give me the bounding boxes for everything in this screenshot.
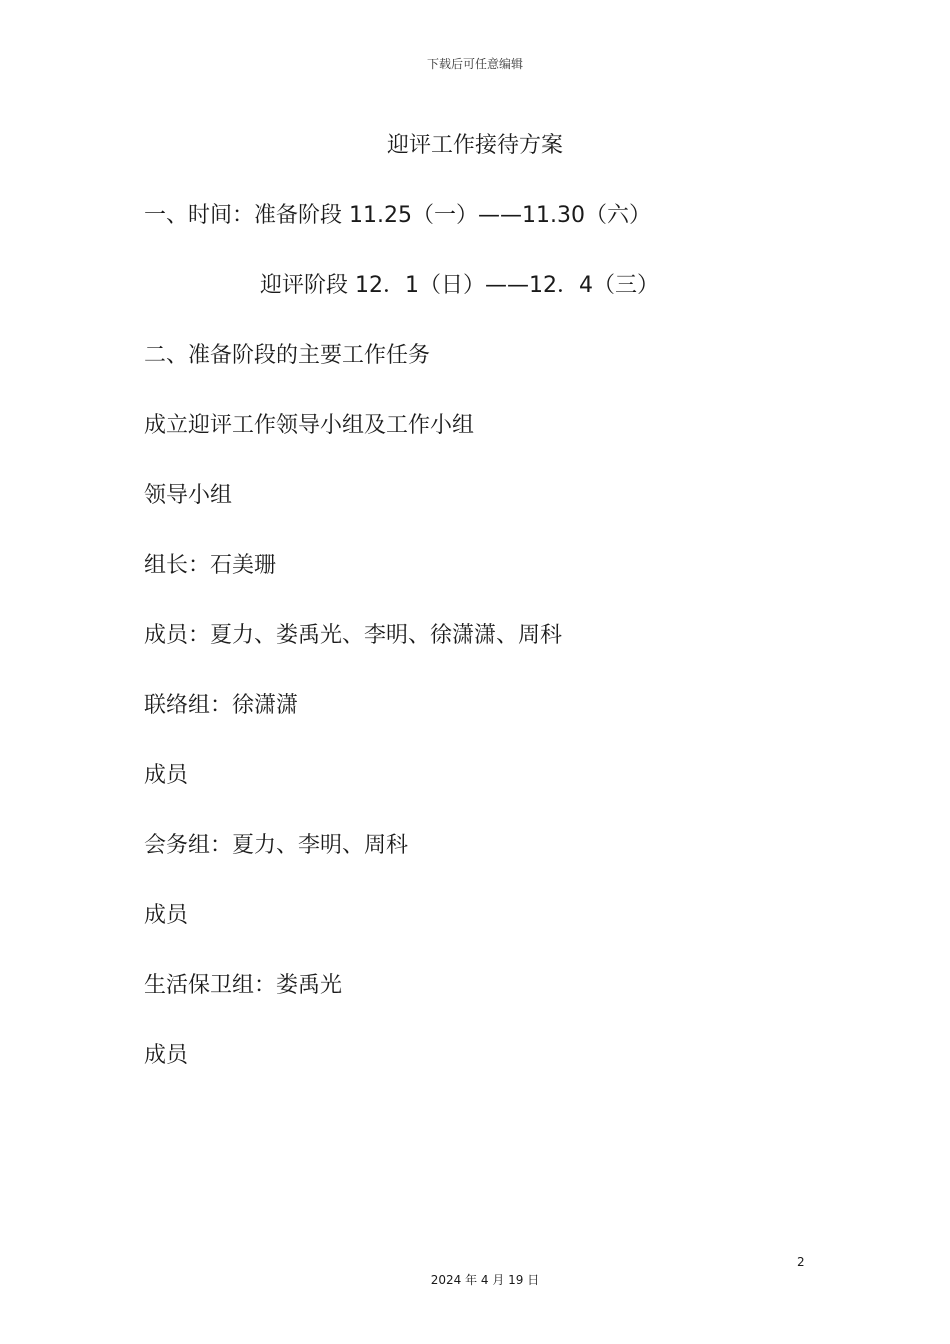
leadership-group-heading: 领导小组 xyxy=(144,483,233,508)
paragraph-form-groups: 成立迎评工作领导小组及工作小组 xyxy=(144,413,475,438)
logistics-members-line: 成员 xyxy=(144,1043,189,1068)
group-leader-line: 组长：石美珊 xyxy=(144,553,277,578)
section-heading-tasks: 二、准备阶段的主要工作任务 xyxy=(144,343,431,368)
meeting-members-line: 成员 xyxy=(144,903,189,928)
leadership-members-line: 成员：夏力、娄禹光、李明、徐潇潇、周科 xyxy=(144,623,563,648)
document-title: 迎评工作接待方案 xyxy=(386,133,563,158)
page-number: 2 xyxy=(797,1255,805,1269)
logistics-security-group-line: 生活保卫组：娄禹光 xyxy=(144,973,343,998)
liaison-members-line: 成员 xyxy=(144,763,189,788)
time-line-evaluation: 迎评阶段 12．1（日）——12．4（三） xyxy=(260,273,659,298)
meeting-group-line: 会务组：夏力、李明、周科 xyxy=(144,833,409,858)
header-note: 下载后可任意编辑 xyxy=(426,57,523,71)
footer-date: 2024 年 4 月 19 日 xyxy=(430,1273,540,1287)
liaison-group-line: 联络组：徐潇潇 xyxy=(144,693,299,718)
time-line-preparation: 一、时间：准备阶段 11.25（一）——11.30（六） xyxy=(144,203,651,228)
